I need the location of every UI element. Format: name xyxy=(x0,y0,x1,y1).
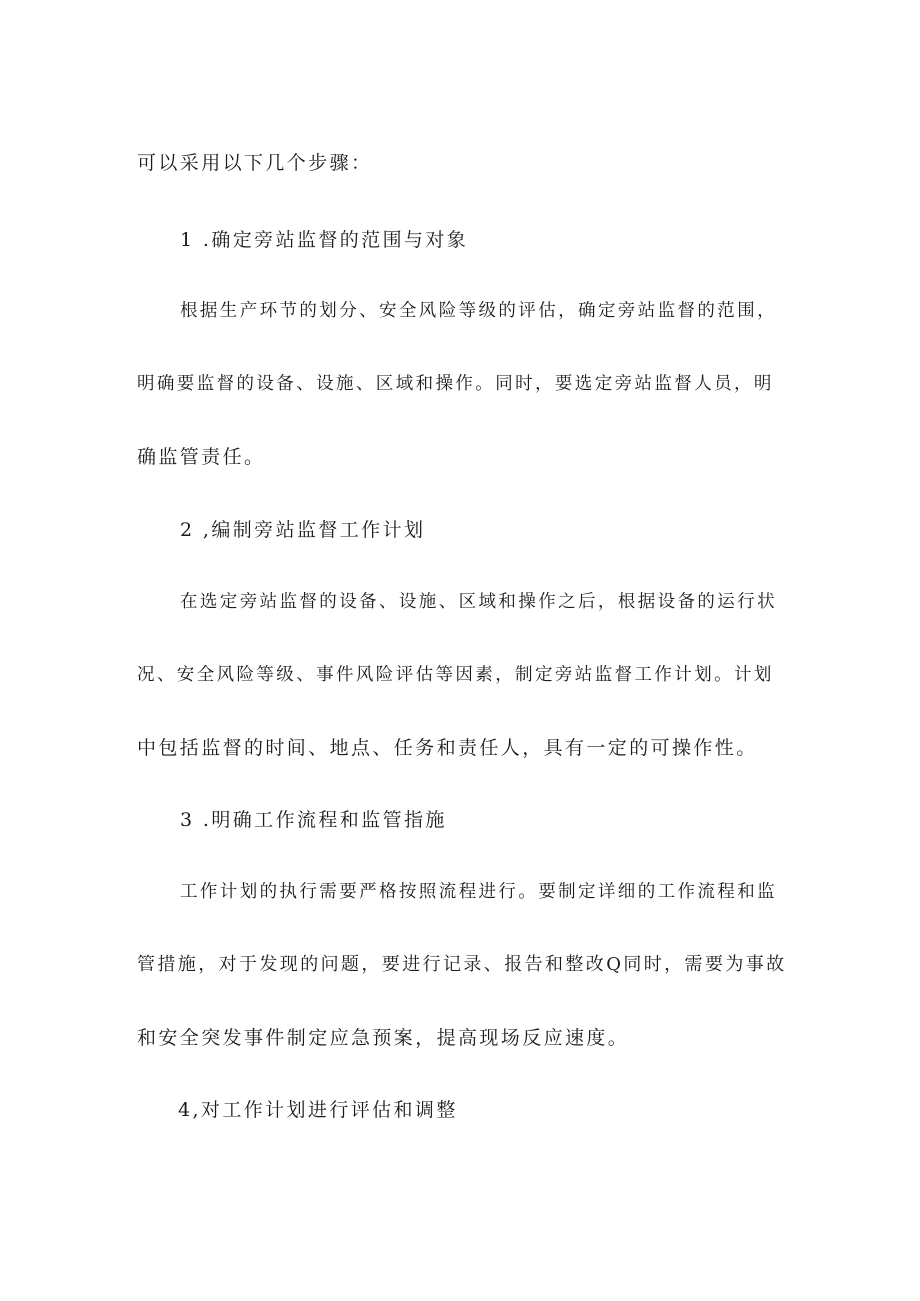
step-1-paragraph-line-3: 确监管责任。 xyxy=(137,446,266,468)
step-2-paragraph-line-2: 况、安全风险等级、事件风险评估等因素，制定旁站监督工作计划。计划 xyxy=(137,665,774,685)
step-4-heading: 4,对工作计划进行评估和调整 xyxy=(178,1099,458,1121)
step-1-heading: 1 .确定旁站监督的范围与对象 xyxy=(180,229,469,251)
step-3-heading: 3 .明确工作流程和监管指施 xyxy=(180,809,447,831)
step-3-paragraph-line-1: 工作计划的执行需要严格按照流程进行。要制定详细的工作流程和监 xyxy=(180,882,777,902)
step-1-paragraph-line-2: 明确要监督的设备、设施、区域和操作。同时，要选定旁站监督人员，明 xyxy=(137,374,774,394)
step-2-heading: 2 ,编制旁站监督工作计划 xyxy=(180,519,426,541)
step-1-paragraph-line-1: 根据生产环节的划分、安全风险等级的评估，确定旁站监督的范围， xyxy=(180,301,777,321)
intro-text: 可以采用以下几个步骤： xyxy=(137,152,373,174)
step-3-paragraph-line-3: 和安全突发事件制定应急预案，提高现场反应速度。 xyxy=(137,1027,630,1049)
step-2-paragraph-line-1: 在选定旁站监督的设备、设施、区域和操作之后，根据设备的运行状 xyxy=(180,592,777,612)
step-3-paragraph-line-2: 管措施，对于发现的问题，要进行记录、报告和整改Q同时，需要为事故 xyxy=(137,954,787,975)
step-2-paragraph-line-3: 中包括监督的时间、地点、任务和责任人，具有一定的可操作性。 xyxy=(137,737,758,759)
